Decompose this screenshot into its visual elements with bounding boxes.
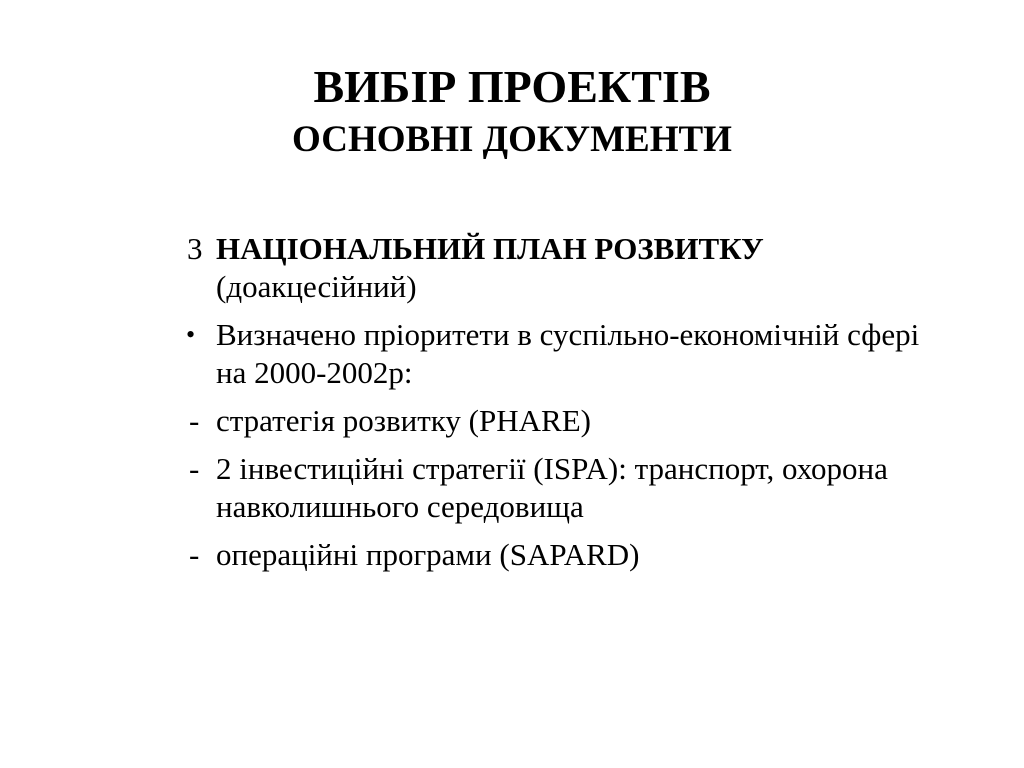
dash-icon: - <box>189 403 200 438</box>
bullet-icon: • <box>186 320 196 349</box>
dash-item-strategy <box>187 402 927 440</box>
slide-title: ВИБІР ПРОЕКТІВ <box>313 61 711 112</box>
dash-text: операційні програми (SAPARD) <box>216 537 640 572</box>
dash-icon: - <box>189 451 200 486</box>
dash-item-investment <box>187 450 927 526</box>
plan-suffix: (доакцесійний) <box>216 269 417 304</box>
bullet-text: Визначено пріоритети в суспільно-економічній сфері на 2000-2002р: <box>216 317 920 390</box>
dash-text: 2 інвестиційні стратегії (ISPA): транспорт, охорона навколишнього середовища <box>216 451 888 524</box>
dash-item-operational <box>187 536 927 574</box>
numbered-item <box>187 230 927 306</box>
item-number: 3 <box>187 231 203 266</box>
dash-text: стратегія розвитку (PHARE) <box>216 403 591 438</box>
dash-icon: - <box>189 537 200 572</box>
plan-title: НАЦІОНАЛЬНИЙ ПЛАН РОЗВИТКУ <box>216 231 764 266</box>
slide-subtitle: ОСНОВНІ ДОКУМЕНТИ <box>292 119 732 160</box>
bullet-item <box>187 316 927 392</box>
slide-content <box>187 230 927 584</box>
